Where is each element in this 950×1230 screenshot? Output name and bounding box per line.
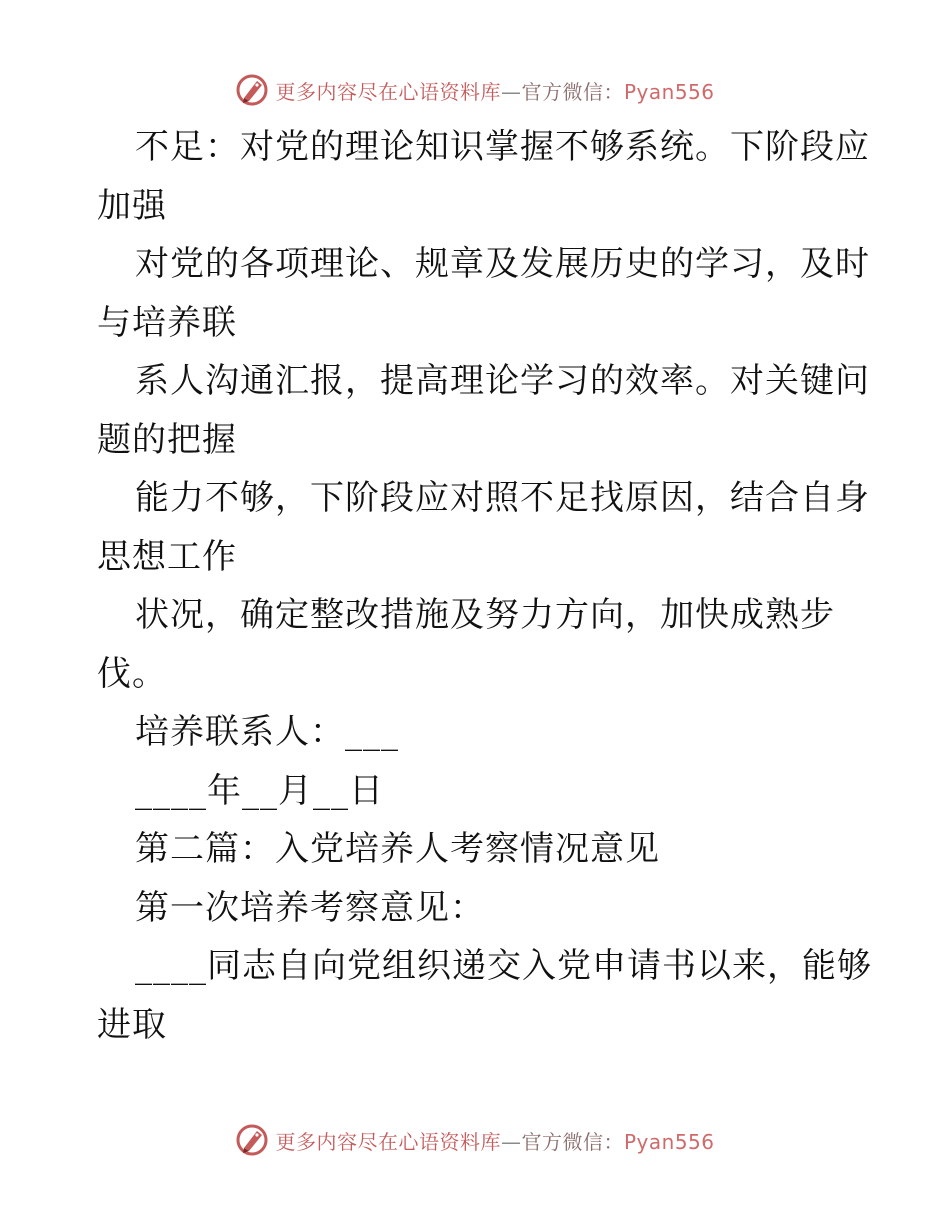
text-line: 伐。 (97, 653, 167, 694)
section-heading: 第二篇：入党培养人考察情况意见 (135, 829, 660, 869)
banner-text (275, 1126, 714, 1155)
footer-banner (0, 1118, 950, 1162)
banner-wechat-label: 官方微信： (521, 1129, 624, 1154)
text-line: 系人沟通汇报，提高理论学习的效率。对关键问 (135, 361, 870, 401)
banner-account: Pyan556 (623, 1129, 715, 1154)
text-line: 与培养联 (97, 302, 237, 343)
banner-text (275, 76, 714, 105)
date-line: ____年__月__日 (135, 770, 384, 811)
text-line: 题的把握 (97, 419, 237, 460)
banner-dash: — (500, 79, 522, 104)
text-line: 加强 (97, 185, 167, 226)
text-line: 思想工作 (97, 536, 237, 577)
banner-main-text: 更多内容尽在心语资料库 (275, 79, 501, 104)
document-body (97, 118, 872, 1054)
header-banner (0, 68, 950, 112)
text-line: ____同志自向党组织递交入党申请书以来，能够 (135, 946, 872, 986)
text-line: 能力不够，下阶段应对照不足找原因，结合自身 (135, 478, 870, 518)
contact-signature-line: 培养联系人：___ (135, 712, 399, 752)
banner-main-text: 更多内容尽在心语资料库 (275, 1129, 501, 1154)
banner-account: Pyan556 (623, 79, 715, 104)
text-line: 不足：对党的理论知识掌握不够系统。下阶段应 (135, 127, 870, 167)
text-line: 对党的各项理论、规章及发展历史的学习，及时 (135, 244, 870, 284)
banner-wechat-label: 官方微信： (521, 79, 624, 104)
banner-dash: — (500, 1129, 522, 1154)
pen-nib-circle-icon (235, 1123, 269, 1157)
pen-nib-circle-icon (235, 73, 269, 107)
text-line: 进取 (97, 1004, 167, 1045)
subsection-heading: 第一次培养考察意见： (135, 887, 485, 928)
text-line: 状况，确定整改措施及努力方向，加快成熟步 (135, 595, 835, 635)
